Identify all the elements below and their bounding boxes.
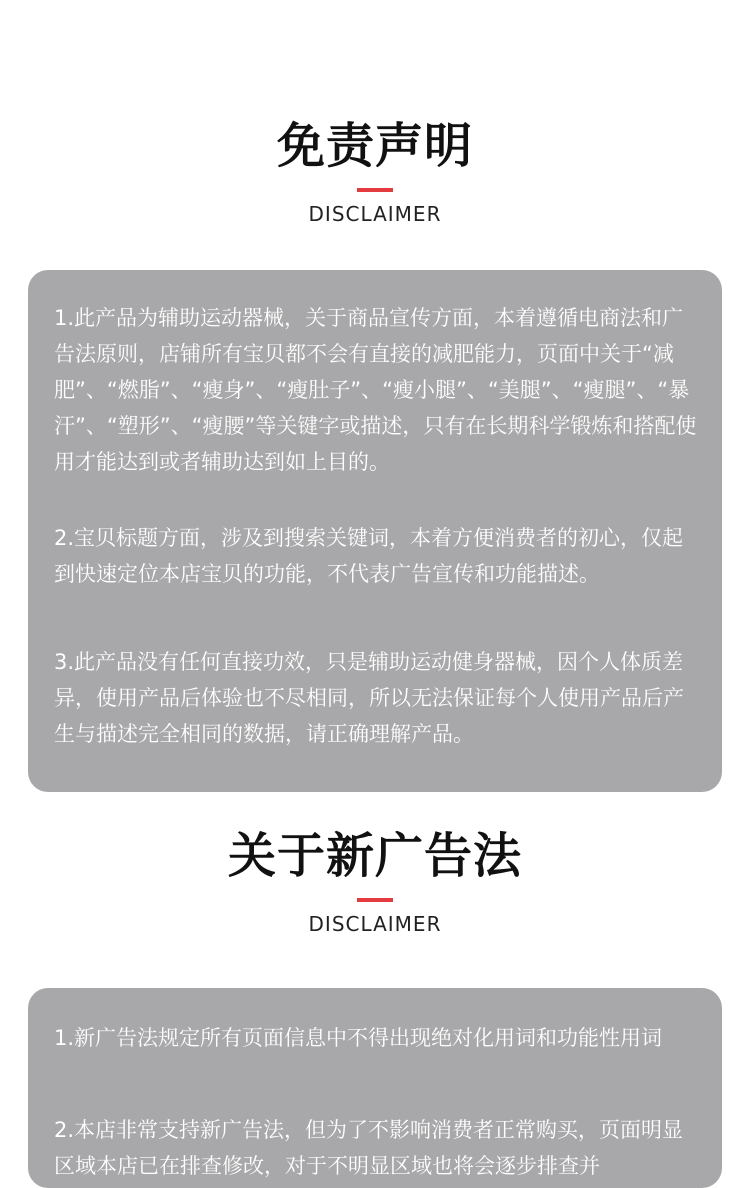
ad-law-paragraph-2: 2.本店非常支持新广告法，但为了不影响消费者正常购买，页面明显区域本店已在排查修改，对于不明显区域也将会逐步排查并: [54, 1118, 684, 1178]
section-title: 免责声明: [276, 118, 473, 174]
ad-law-card: [28, 988, 722, 1188]
disclaimer-header: [0, 118, 750, 226]
disclaimer-paragraph-3: 3.此产品没有任何直接功效，只是辅助运动健身器械，因个人体质差异，使用产品后体验也不尽相同，所以无法保证每个人使用产品后产生与描述完全相同的数据，请正确理解产品。: [54, 650, 684, 746]
section-title: 关于新广告法: [227, 828, 522, 884]
top-strip: [0, 0, 750, 96]
ad-law-paragraph-1: 1.新广告法规定所有页面信息中不得出现绝对化用词和功能性用词: [54, 1026, 663, 1050]
title-underline: [357, 188, 393, 192]
disclaimer-card: [28, 270, 722, 792]
disclaimer-paragraph-1: 1.此产品为辅助运动器械，关于商品宣传方面，本着遵循电商法和广告法原则，店铺所有宝贝都不会有直接的减肥能力，页面中关于“减肥”、“燃脂”、“瘦身”、“瘦肚子”、“瘦小腿”、“美腿”、“瘦腿”、“暴汗”、“塑形”、“瘦腰”等关键字或描述，只有在长期科学锻炼和搭配使用才能达到或者辅助达到如上目的。: [54, 306, 697, 474]
disclaimer-paragraph-2: 2.宝贝标题方面，涉及到搜索关键词，本着方便消费者的初心，仅起到快速定位本店宝贝的功能，不代表广告宣传和功能描述。: [54, 526, 684, 586]
ad-law-header: [0, 828, 750, 936]
section-subtitle: DISCLAIMER: [308, 912, 442, 936]
section-subtitle: DISCLAIMER: [308, 202, 442, 226]
title-underline: [357, 898, 393, 902]
